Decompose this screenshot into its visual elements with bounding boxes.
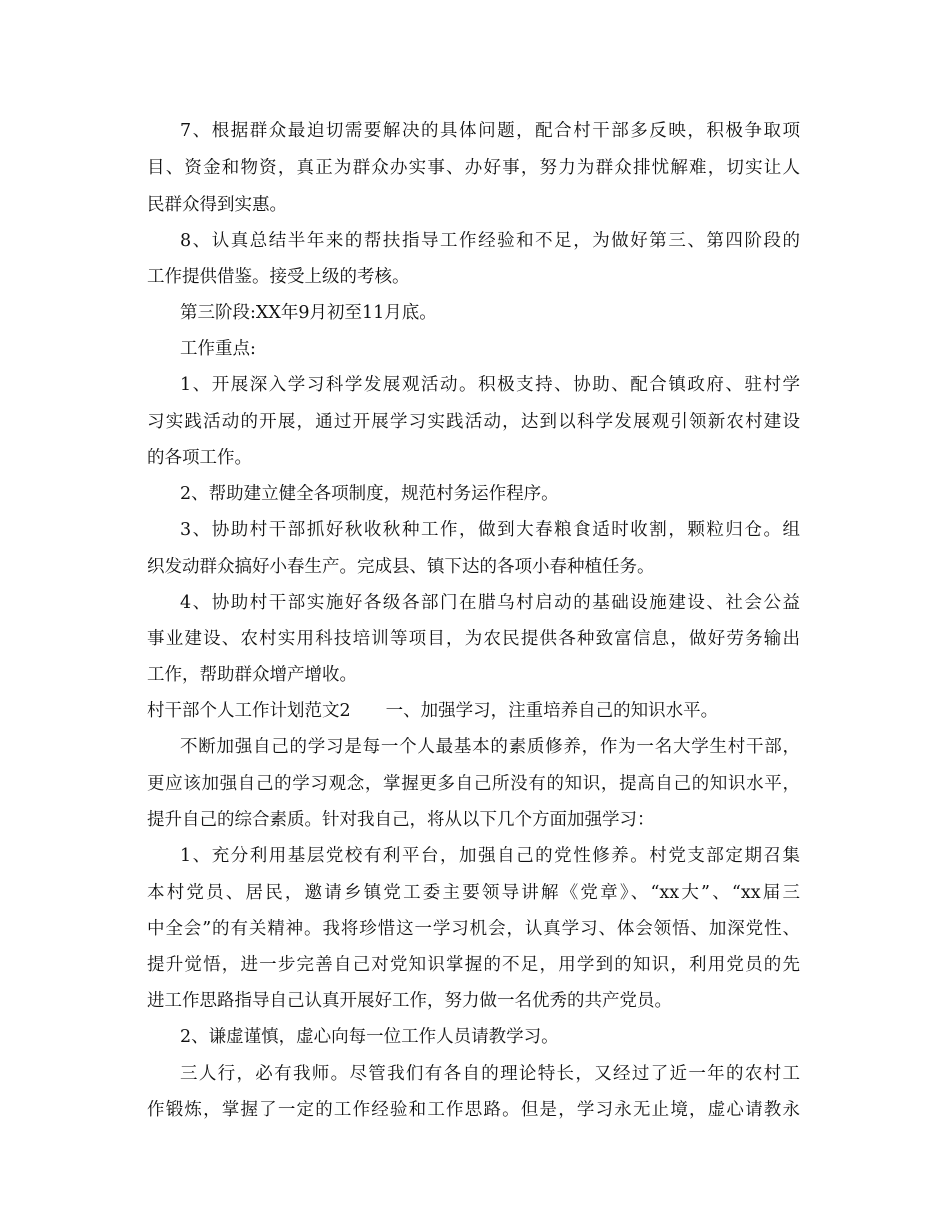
- document-title-line: 村干部个人工作计划范文2 一、加强学习，注重培养自己的知识水平。: [147, 701, 719, 721]
- text-line: 4、协助村干部实施好各级各部门在腊乌村启动的基础设施建设、社会公益: [180, 593, 800, 613]
- text-line: 民群众得到实惠。: [147, 195, 287, 215]
- text-line: 本村党员、居民，邀请乡镇党工委主要领导讲解《党章》、“xx大”、“xx届三: [147, 883, 800, 903]
- section-heading: 第三阶段:XX年9月初至11月底。: [180, 303, 437, 323]
- text-line: 7、根据群众最迫切需要解决的具体问题，配合村干部多反映，积极争取项: [180, 121, 800, 141]
- text-line: 2、帮助建立健全各项制度，规范村务运作程序。: [180, 484, 559, 504]
- text-line: 8、认真总结半年来的帮扶指导工作经验和不足，为做好第三、第四阶段的: [180, 231, 800, 251]
- text-line: 提升自己的综合素质。针对我自己，将从以下几个方面加强学习：: [147, 810, 655, 830]
- section-heading: 工作重点:: [180, 339, 256, 359]
- text-line: 1、开展深入学习科学发展观活动。积极支持、协助、配合镇政府、驻村学: [180, 375, 800, 395]
- text-line: 织发动群众搞好小春生产。完成县、镇下达的各项小春种植任务。: [147, 557, 655, 577]
- text-line: 1、充分利用基层党校有利平台，加强自己的党性修养。村党支部定期召集: [180, 846, 800, 866]
- text-line: 目、资金和物资，真正为群众办实事、办好事，努力为群众排忧解难，切实让人: [147, 158, 800, 178]
- text-line: 提升觉悟，进一步完善自己对党知识掌握的不足，用学到的知识，利用党员的先: [147, 955, 800, 975]
- text-line: 的各项工作。: [147, 448, 252, 468]
- text-line: 作锻炼，掌握了一定的工作经验和工作思路。但是，学习永无止境，虚心请教永: [147, 1100, 800, 1120]
- text-line: 不断加强自己的学习是每一个人最基本的素质修养，作为一名大学生村干部，: [180, 737, 800, 757]
- text-line: 3、协助村干部抓好秋收秋种工作，做到大春粮食适时收割，颗粒归仓。组: [180, 520, 800, 540]
- text-line: 工作，帮助群众增产增收。: [147, 665, 357, 685]
- text-line: 三人行，必有我师。尽管我们有各自的理论特长，又经过了近一年的农村工: [180, 1064, 800, 1084]
- text-line: 中全会”的有关精神。我将珍惜这一学习机会，认真学习、体会领悟、加深党性、: [147, 919, 800, 939]
- text-line: 事业建设、农村实用科技培训等项目，为农民提供各种致富信息，做好劳务输出: [147, 629, 800, 649]
- text-line: 进工作思路指导自己认真开展好工作，努力做一名优秀的共产党员。: [147, 991, 672, 1011]
- text-line: 2、谦虚谨慎，虚心向每一位工作人员请教学习。: [180, 1027, 559, 1047]
- text-line: 习实践活动的开展，通过开展学习实践活动，达到以科学发展观引领新农村建设: [147, 412, 800, 432]
- text-line: 工作提供借鉴。接受上级的考核。: [147, 267, 410, 287]
- text-line: 更应该加强自己的学习观念，掌握更多自己所没有的知识，提高自己的知识水平，: [147, 774, 800, 794]
